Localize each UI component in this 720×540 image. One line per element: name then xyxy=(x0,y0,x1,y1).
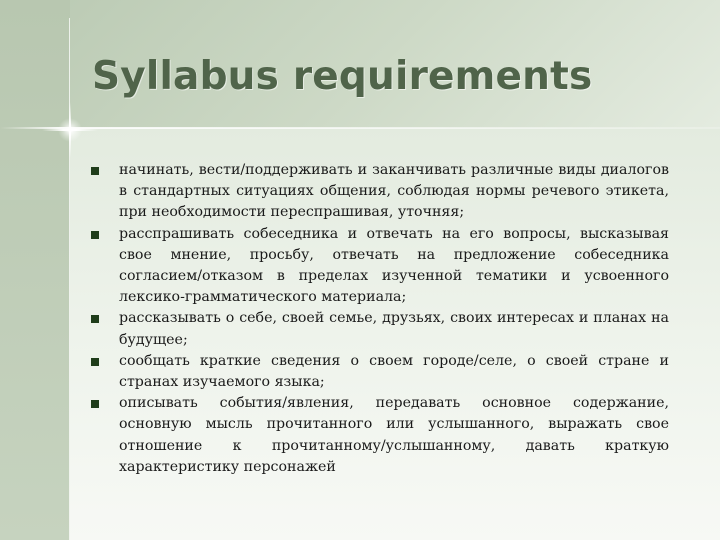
sparkle-icon xyxy=(40,100,100,160)
square-bullet-icon xyxy=(91,400,99,408)
square-bullet-icon xyxy=(91,231,99,239)
list-item-text: описывать события/явления, передавать основное содержание, основную мысль прочитанного или услышанного, выражать свое отношение к прочитанному/услышанному, давать краткую характеристику персонажей xyxy=(119,395,669,475)
requirements-list xyxy=(91,160,669,478)
list-item xyxy=(91,160,669,224)
list-item xyxy=(91,351,669,393)
left-decorative-band xyxy=(0,0,70,540)
square-bullet-icon xyxy=(91,358,99,366)
list-item-text: рассказывать о себе, своей семье, друзьях, своих интересах и планах на будущее; xyxy=(119,310,669,348)
list-item xyxy=(91,393,669,478)
slide-title: Syllabus requirements xyxy=(92,54,593,99)
list-item xyxy=(91,308,669,350)
vertical-divider xyxy=(69,18,70,540)
list-item-text: начинать, вести/поддерживать и заканчивать различные виды диалогов в стандартных ситуациях общения, соблюдая нормы речевого этикета, при необходимости переспрашивая, уточняя; xyxy=(119,162,669,221)
list-item-text: расспрашивать собеседника и отвечать на его вопросы, высказывая свое мнение, просьбу, отвечать на предложение собеседника согласием/отказом в пределах изученной тематики и усвоенного лексико-грамматического материала; xyxy=(119,225,669,306)
title-divider xyxy=(0,127,720,129)
list-item-text: сообщать краткие сведения о своем городе/селе, о своей стране и странах изучаемого языка; xyxy=(119,352,669,391)
square-bullet-icon xyxy=(91,315,99,323)
square-bullet-icon xyxy=(91,167,99,175)
list-item xyxy=(91,224,669,309)
